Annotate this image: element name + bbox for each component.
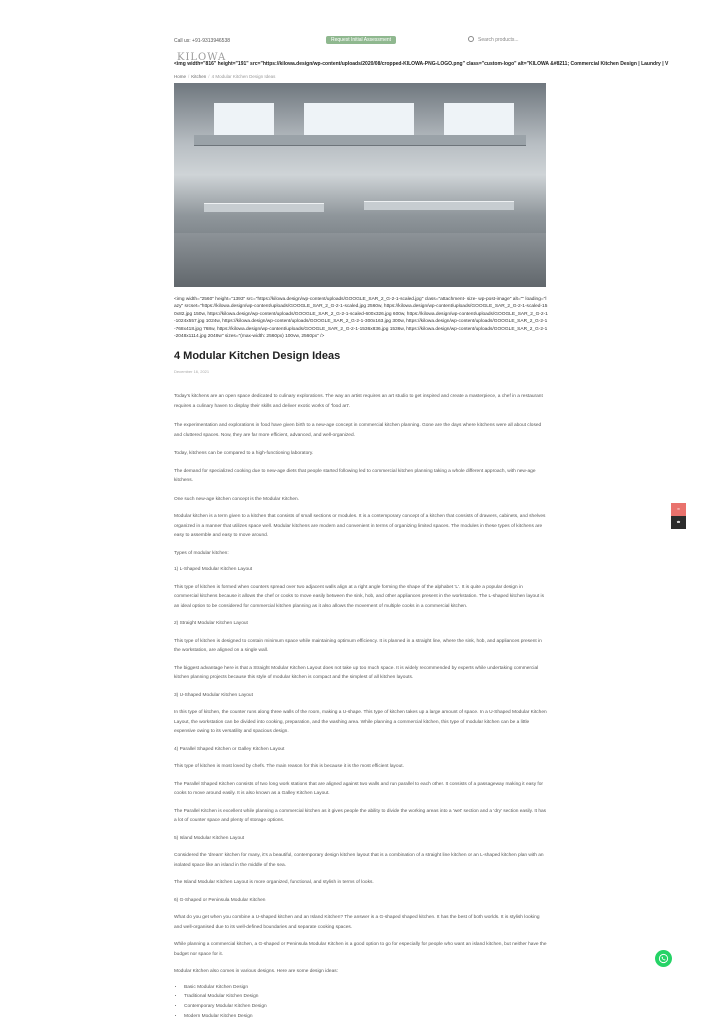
breadcrumb-kitchen[interactable]: Kitchen (191, 74, 206, 79)
window-panel (214, 103, 274, 137)
breadcrumb-separator: / (188, 74, 189, 79)
article-body (174, 392, 548, 1021)
article-paragraph: The Parallel Shaped Kitchen consists of two long work stations that are aligned against two walls and run parallel to each other. It consists of a passageway making it easy for cooks to move around easily. It is also known as a Galley Kitchen Layout. (174, 780, 548, 799)
steel-counter (204, 203, 324, 212)
article-paragraphs (174, 392, 548, 977)
article-paragraph: The demand for specialized cooking due to new-age diets that people started following led to commercial kitchen planning taking a whole different approach, with new-age kitchens. (174, 467, 548, 486)
article-paragraph: 4) Parallel Shaped Kitchen or Galley Kitchen Layout (174, 745, 548, 755)
article-paragraph: 3) U-Shaped Modular Kitchen Layout (174, 691, 548, 701)
whatsapp-button[interactable] (655, 950, 672, 967)
call-us-text[interactable]: Call us: +91-9313946538 (174, 38, 230, 44)
article-paragraph: This type of kitchen is formed when counters spread over two adjacent walls align at a right angle forming the shape of the alphabet 'L'. It is quite a popular design in commercial kitchens because it allows the chef or cooks to move easily between the sink, hob, and other appliances present in the workstation. The L-shaped kitchen layout is an ideal option to be considered for commercial kitchen planning as it also allows the movement of multiple cooks in a commercial kitchen. (174, 583, 548, 612)
raw-image-markup: <img width="2560" height="1393" src="https://kilowa.design/wp-content/uploads/GOOGLE_SAR_2_G-2-1-scaled.jpg" class="attachment- size- wp-post-image" alt="" loading="lazy" srcset="https://kilowa.design/wp-content/uploads/GOOGLE_SAR_2_G-2-1-scaled.jpg 2560w, https://kilowa.design/wp-content/uploads/GOOGLE_SAR_2_G-2-1-scaled-150x82.jpg 150w, https://kilowa.design/wp-content/uploads/GOOGLE_SAR_2_G-2-1-scaled-600x326.jpg 600w, https://kilowa.design/wp-content/uploads/GOOGLE_SAR_2_G-2-1-1024x557.jpg 1024w, https://kilowa.design/wp-content/uploads/GOOGLE_SAR_2_G-2-1-300x163.jpg 300w, https://kilowa.design/wp-content/uploads/GOOGLE_SAR_2_G-2-1-768x418.jpg 768w, https://kilowa.design/wp-content/uploads/GOOGLE_SAR_2_G-2-1-1536x836.jpg 1536w, https://kilowa.design/wp-content/uploads/GOOGLE_SAR_2_G-2-1-2048x1114.jpg 2048w" sizes="(max-width: 2560px) 100vw, 2560px" /> (174, 296, 548, 340)
article-paragraph: In this type of kitchen, the counter runs along three walls of the room, making a U-shape. This type of kitchen takes up a large amount of space. In a U-Shaped Modular Kitchen Layout, the workstation can be divided into cooking, preparation, and the washing area. While planning a commercial kitchen, this type of modular kitchen can be a little expensive owing to its versatility and spacious design. (174, 708, 548, 737)
article-paragraph: 6) G-Shaped or Peninsula Modular Kitchen (174, 896, 548, 906)
window-panel (304, 103, 414, 137)
design-idea-item: • Traditional Modular Kitchen Design (184, 992, 548, 1002)
article-paragraph: This type of kitchen is designed to contain minimum space while maintaining optimum efficiency. It is planned in a straight line, where the sink, hob, and appliances present in the workstation, are aligned on a single wall. (174, 637, 548, 656)
featured-kitchen-image (174, 83, 546, 287)
raw-logo-markup: <img width="816" height="191" src="https://kilowa.design/wp-content/uploads/2020/08/cropped-KILOWA-PNG-LOGO.png" class="custom-logo" alt="KILOWA &#8211; Commercial Kitchen Design | Laundry | V (174, 61, 720, 67)
breadcrumb-current: 4 Modular Kitchen Design Ideas (212, 74, 276, 79)
article-paragraph: Today, kitchens can be compared to a high-functioning laboratory. (174, 449, 548, 459)
exhaust-hood (194, 135, 526, 146)
breadcrumb-separator: / (208, 74, 209, 79)
article-paragraph: The Parallel Kitchen is excellent while planning a commercial kitchen as it gives people the ability to divide the working areas into a 'wet' section and a 'dry' section easily. It has a lot of counter space and plenty of storage options. (174, 807, 548, 826)
article-paragraph: Today's kitchens are an open space dedicated to culinary explorations. The way an artist requires an art studio to get inspired and create a masterpiece, a chef in a restaurant requires a culinary haven to display their skills and deliver exotic works of 'food art'. (174, 392, 548, 411)
kitchen-floor (174, 233, 546, 287)
article-paragraph: Modular kitchen is a term given to a kitchen that consists of small sections or modules. It is a contemporary concept of a kitchen that consists of drawers, cabinets, and shelves organized in a manner that utilizes space well. Modular kitchens are modern and convenient in terms of organizing limited spaces. The modules in these types of kitchens are easy to assemble and easy to move around. (174, 512, 548, 541)
article-paragraph: While planning a commercial kitchen, a G-shaped or Peninsula Modular Kitchen is a good option to go for especially for people who want an island kitchen, but neither have the budget nor space for it. (174, 940, 548, 959)
article-date: December 16, 2021 (174, 369, 209, 374)
article-paragraph: Considered the 'dream' kitchen for many, it's a beautiful, contemporary design kitchen layout that is a combination of a straight line kitchen or an L-shaped kitchen plan with an isolated space like an island in the middle of the sea. (174, 851, 548, 870)
email-contact-button[interactable]: ✉ (671, 503, 686, 516)
article-title: 4 Modular Kitchen Design Ideas (174, 350, 340, 362)
article-paragraph: Types of modular kitchen: (174, 549, 548, 559)
steel-counter (364, 201, 514, 210)
article-paragraph: The experimentation and explorations in food have given birth to a new-age concept in commercial kitchen planning. Gone are the days where kitchens were all about closed and cluttered spaces. Now, they are far more efficient, advanced, and well-organized. (174, 421, 548, 440)
design-ideas-list (174, 983, 548, 1021)
article-paragraph: This type of kitchen is most loved by chefs. The main reason for this is because it is the most efficient layout. (174, 762, 548, 772)
article-paragraph: What do you get when you combine a U-shaped kitchen and an Island Kitchen? The answer is a G-shaped shaped kitchen. It has the best of both worlds. It is stylish looking and well-organised due to its well-defined boundaries and separate cooking spaces. (174, 913, 548, 932)
call-contact-button[interactable]: ☎ (671, 516, 686, 529)
site-logo[interactable]: KILOWA (177, 52, 226, 63)
breadcrumb-home[interactable]: Home (174, 74, 186, 79)
article-paragraph: Modular Kitchen also comes in various designs. Here are some design ideas: (174, 967, 548, 977)
article-paragraph: The biggest advantage here is that a Straight Modular Kitchen Layout does not take up too much space. It is widely recommended by experts while undertaking commercial kitchen planning projects because this style of modular kitchen is compact and the simplest of all kitchen layouts. (174, 664, 548, 683)
article-paragraph: 5) Island Modular Kitchen Layout (174, 834, 548, 844)
search-input[interactable]: Search products... (478, 37, 519, 43)
whatsapp-icon (658, 953, 669, 964)
design-idea-item: • Contemporary Modular Kitchen Design (184, 1002, 548, 1012)
article-paragraph: One such new-age kitchen concept is the Modular Kitchen. (174, 495, 548, 505)
design-idea-item: • Modern Modular Kitchen Design (184, 1012, 548, 1021)
article-paragraph: 1) L-Shaped Modular Kitchen Layout (174, 565, 548, 575)
top-bar (174, 36, 546, 48)
search-icon (468, 36, 474, 42)
window-panel (444, 103, 514, 137)
article-paragraph: 2) Straight Modular Kitchen Layout (174, 619, 548, 629)
request-assessment-button[interactable]: Request Initial Assessment (326, 36, 396, 44)
article-paragraph: The Island Modular Kitchen Layout is more organized, functional, and stylish in terms of looks. (174, 878, 548, 888)
design-idea-item: • Basic Modular Kitchen Design (184, 983, 548, 993)
search-box[interactable] (468, 36, 546, 44)
breadcrumb (174, 74, 275, 79)
